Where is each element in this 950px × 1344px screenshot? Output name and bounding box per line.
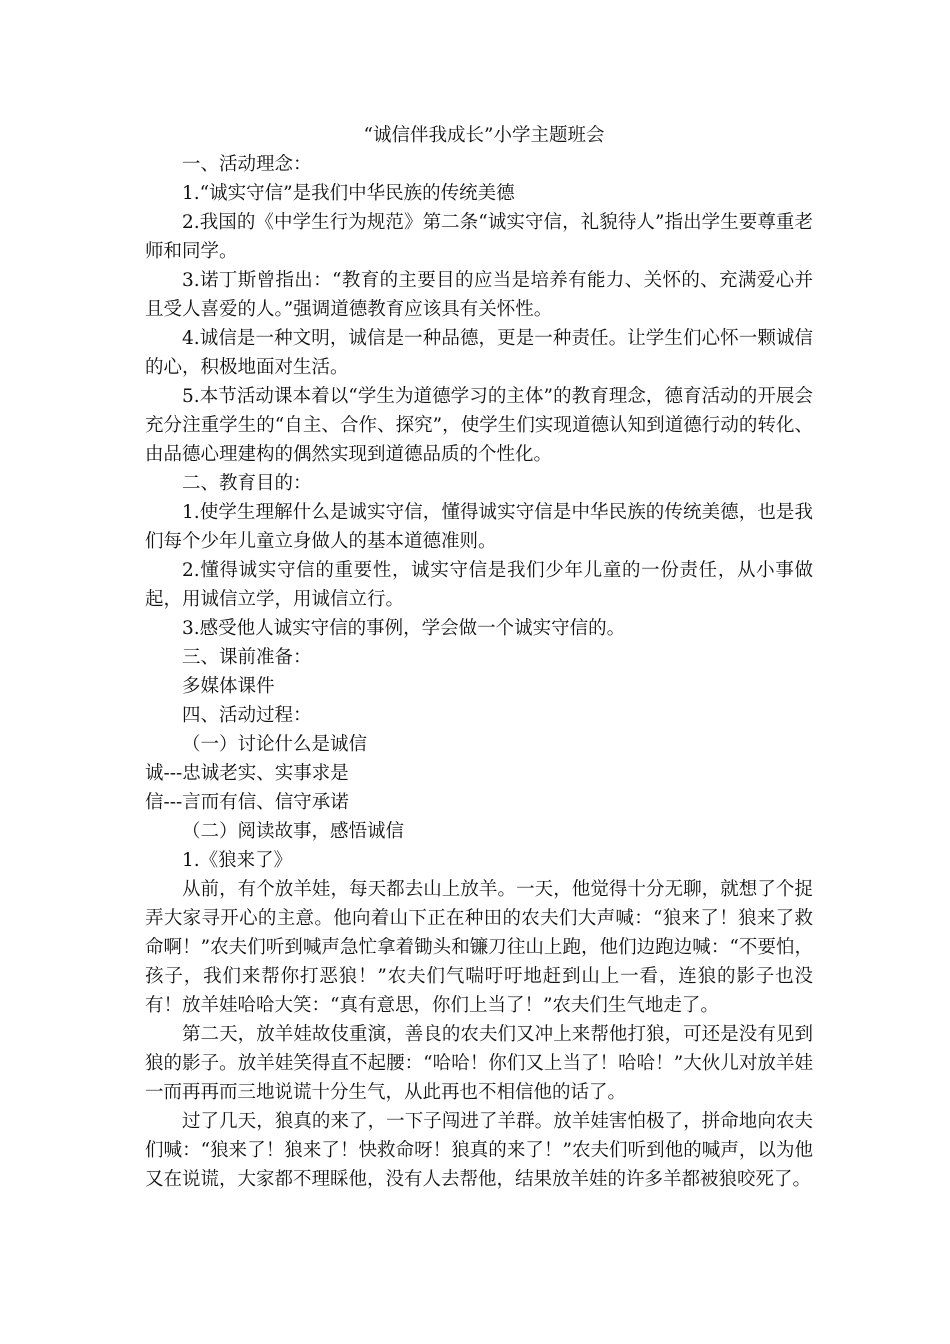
section-heading-goals: 二、教育目的：	[182, 473, 312, 494]
section-heading-process: 四、活动过程：	[182, 705, 312, 726]
definition-line: 信---言而有信、信守承诺	[145, 792, 349, 813]
section-heading-preparation: 三、课前准备：	[182, 647, 312, 668]
paragraph: 3.感受他人诚实守信的事例，学会做一个诚实守信的。	[182, 618, 626, 639]
story-title: 1.《狼来了》	[182, 850, 293, 871]
story-paragraph: 第二天，放羊娃故伎重演，善良的农夫们又冲上来帮他打狼，可还是没有见到狼的影子。放羊娃笑得直不起腰：“哈哈！你们又上当了！哈哈！”大伙儿对放羊娃一而再再而三地说谎十分生气，从此再也不相信他的话了。	[145, 1024, 813, 1103]
paragraph: 5.本节活动课本着以“学生为道德学习的主体”的教育理念，德育活动的开展会充分注重学生的“自主、合作、探究”，使学生们实现道德认知到道德行动的转化、由品德心理建构的偶然实现到道德品质的个性化。	[145, 386, 813, 465]
document-title: “诚信伴我成长”小学主题班会	[363, 125, 605, 146]
paragraph: 1.“诚实守信”是我们中华民族的传统美德	[182, 183, 515, 204]
story-paragraph: 从前，有个放羊娃，每天都去山上放羊。一天，他觉得十分无聊，就想了个捉弄大家寻开心的主意。他向着山下正在种田的农夫们大声喊：“狼来了！狼来了救命啊！”农夫们听到喊声急忙拿着锄头和镰刀往山上跑，他们边跑边喊：“不要怕，孩子，我们来帮你打恶狼！”农夫们气喘吁吁地赶到山上一看，连狼的影子也没有！放羊娃哈哈大笑：“真有意思，你们上当了！”农夫们生气地走了。	[145, 879, 813, 1016]
paragraph: 3.诺丁斯曾指出：“教育的主要目的应当是培养有能力、关怀的、充满爱心并且受人喜爱的人。”强调道德教育应该具有关怀性。	[145, 270, 813, 320]
paragraph: 1.使学生理解什么是诚实守信，懂得诚实守信是中华民族的传统美德，也是我们每个少年儿童立身做人的基本道德准则。	[145, 502, 813, 552]
paragraph: 4.诚信是一种文明，诚信是一种品德，更是一种责任。让学生们心怀一颗诚信的心，积极地面对生活。	[145, 328, 813, 378]
definition-line: 诚---忠诚老实、实事求是	[145, 763, 349, 784]
paragraph: 2.懂得诚实守信的重要性，诚实守信是我们少年儿童的一份责任，从小事做起，用诚信立学，用诚信立行。	[145, 560, 813, 610]
document-body	[145, 121, 813, 1194]
subsection-heading: （一）讨论什么是诚信	[182, 734, 368, 755]
paragraph: 2.我国的《中学生行为规范》第二条“诚实守信，礼貌待人”指出学生要尊重老师和同学。	[145, 212, 813, 262]
section-heading-concept: 一、活动理念：	[182, 154, 312, 175]
subsection-heading: （二）阅读故事，感悟诚信	[182, 821, 405, 842]
paragraph: 多媒体课件	[182, 676, 275, 697]
story-paragraph: 过了几天，狼真的来了，一下子闯进了羊群。放羊娃害怕极了，拼命地向农夫们喊：“狼来了！狼来了！快救命呀！狼真的来了！”农夫们听到他的喊声，以为他又在说谎，大家都不理睬他，没有人去帮他，结果放羊娃的许多羊都被狼咬死了。	[145, 1111, 813, 1190]
